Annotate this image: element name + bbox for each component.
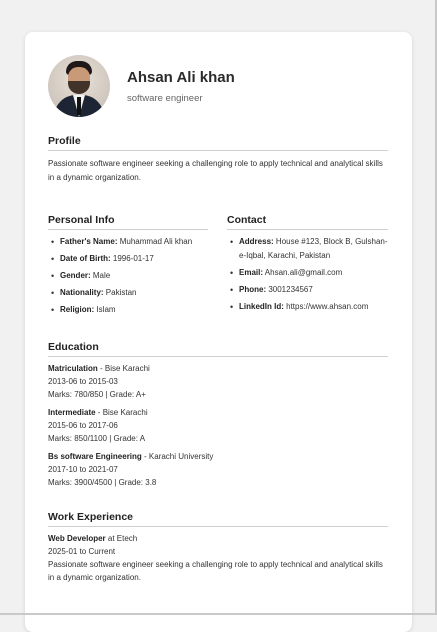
work-section xyxy=(48,511,388,589)
personal-info-section xyxy=(48,214,208,320)
candidate-name: Ahsan Ali khan xyxy=(127,68,235,86)
list-item: • Address: House #123, Block B, Gulshan-e-Iqbal, Karachi, Pakistan xyxy=(227,235,388,263)
education-item: Intermediate - Bise Karachi 2015-06 to 2017-06 Marks: 850/1100 | Grade: A xyxy=(48,408,148,443)
contact-section xyxy=(227,214,388,317)
list-item: • Phone: 3001234567 xyxy=(227,283,388,297)
profile-section xyxy=(48,135,388,185)
section-heading-personal-info: Personal Info xyxy=(48,214,208,230)
list-item: • Gender: Male xyxy=(48,269,208,283)
contact-list xyxy=(227,235,388,314)
section-heading-education: Education xyxy=(48,341,388,357)
education-item: Bs software Engineering - Karachi University 2017-10 to 2021-07 Marks: 3900/4500 | Grade: 3.8 xyxy=(48,452,214,487)
work-item: Web Developer at Etech 2025-01 to Current Passionate software engineer seeking a challenging role to apply technical and analytical skills in a dynamic organization. xyxy=(48,534,383,582)
resume-card xyxy=(25,32,412,632)
list-item: • Father's Name: Muhammad Ali khan xyxy=(48,235,208,249)
candidate-title: software engineer xyxy=(127,92,203,104)
profile-text: Passionate software engineer seeking a challenging role to apply technical and analytical skills in a dynamic organization. xyxy=(48,159,383,182)
list-item: • Date of Birth: 1996-01-17 xyxy=(48,252,208,266)
education-section xyxy=(48,341,388,494)
list-item: • LinkedIn Id: https://www.ahsan.com xyxy=(227,300,388,314)
section-heading-profile: Profile xyxy=(48,135,388,151)
personal-info-list xyxy=(48,235,208,317)
list-item: • Nationality: Pakistan xyxy=(48,286,208,300)
list-item: • Religion: Islam xyxy=(48,303,208,317)
section-heading-contact: Contact xyxy=(227,214,388,230)
section-heading-work: Work Experience xyxy=(48,511,388,527)
avatar xyxy=(48,55,110,117)
education-item: Matriculation - Bise Karachi 2013-06 to 2015-03 Marks: 780/850 | Grade: A+ xyxy=(48,364,150,399)
resume-header xyxy=(48,55,235,117)
list-item: • Email: Ahsan.ali@gmail.com xyxy=(227,266,388,280)
name-block xyxy=(127,69,235,104)
